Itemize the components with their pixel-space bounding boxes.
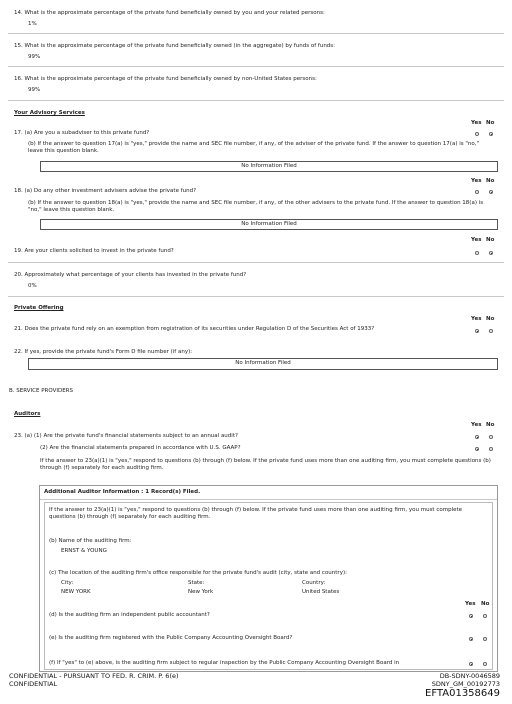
q17a-no-radio[interactable] bbox=[489, 132, 493, 136]
divider bbox=[8, 33, 504, 34]
no-label: No bbox=[486, 422, 495, 428]
no-label: No bbox=[486, 316, 495, 322]
q22-answer-box[interactable] bbox=[28, 358, 498, 370]
yes-label: Yes bbox=[471, 178, 482, 184]
yes-label: Yes bbox=[471, 237, 482, 243]
q17b-question: (b) If the answer to question 17(a) is "yes," provide the name and SEC file number, if any, of the adviser of the private fund. If the answer to question 17(a) is "no," leave this question blank. bbox=[28, 141, 480, 154]
divider bbox=[8, 262, 504, 263]
q18a-no-radio[interactable] bbox=[489, 190, 493, 194]
q23a2-yes-radio[interactable] bbox=[475, 447, 479, 451]
q20-question: 20. Approximately what percentage of your clients has invested in the private fund? bbox=[14, 272, 247, 278]
q14-question: 14. What is the approximate percentage of the private fund beneficially owned by you and your related persons: bbox=[14, 10, 325, 16]
advisory-services-heading: Your Advisory Services bbox=[14, 110, 85, 116]
auditor-f-yes-radio[interactable] bbox=[469, 662, 473, 666]
q21-yes-radio[interactable] bbox=[475, 329, 479, 333]
q21-question: 21. Does the private fund rely on an exemption from registration of its securities under Regulation D of the Securities Act of 1933? bbox=[14, 326, 375, 332]
q23a2-question: (2) Are the financial statements prepared in accordance with U.S. GAAP? bbox=[40, 445, 241, 451]
auditor-f-question: (f) If "yes" to (e) above, is the auditing firm subject to regular inspection by the Public Company Accounting Oversight Board in bbox=[49, 660, 400, 666]
auditor-d-no-radio[interactable] bbox=[483, 614, 487, 618]
q17a-yes-radio[interactable] bbox=[475, 132, 479, 136]
private-offering-heading: Private Offering bbox=[14, 305, 64, 311]
q19-no-radio[interactable] bbox=[489, 251, 493, 255]
q18a-question: 18. (a) Do any other investment advisers advise the private fund? bbox=[14, 188, 197, 194]
additional-auditor-panel bbox=[39, 485, 498, 672]
state-value: New York bbox=[188, 589, 214, 595]
q22-answer: No Information Filed bbox=[235, 360, 291, 366]
auditor-b-question: (b) Name of the auditing firm: bbox=[49, 538, 132, 544]
q18b-answer-box[interactable] bbox=[40, 219, 498, 230]
state-label: State: bbox=[188, 580, 205, 586]
q18b-answer: No Information Filed bbox=[241, 221, 297, 227]
q15-question: 15. What is the approximate percentage of the private fund beneficially owned (in the aggregate) by funds of funds: bbox=[14, 43, 336, 49]
q21-no-radio[interactable] bbox=[489, 329, 493, 333]
q16-question: 16. What is the approximate percentage of the private fund beneficially owned by non-United States persons: bbox=[14, 76, 317, 82]
section-b-heading: B. SERVICE PROVIDERS bbox=[9, 388, 73, 394]
city-label: City: bbox=[61, 580, 74, 586]
divider bbox=[8, 66, 504, 67]
divider bbox=[8, 296, 504, 297]
q14-answer: 1% bbox=[28, 21, 37, 27]
q17b-answer-box[interactable] bbox=[40, 161, 498, 172]
q19-question: 19. Are your clients solicited to invest in the private fund? bbox=[14, 248, 174, 254]
divider bbox=[40, 499, 497, 500]
q18b-question: (b) If the answer to question 18(a) is "yes," provide the name and SEC file number, if any, of the other advisers to the private fund. If the answer to question 18(a) is "no," leave this question blank. bbox=[28, 200, 484, 213]
q23a1-question: 23. (a) (1) Are the private fund's financial statements subject to an annual audit? bbox=[14, 433, 238, 439]
q18a-yes-radio[interactable] bbox=[475, 190, 479, 194]
auditor-name: ERNST & YOUNG bbox=[61, 548, 107, 554]
no-label: No bbox=[481, 601, 490, 607]
yes-label: Yes bbox=[471, 422, 482, 428]
city-value: NEW YORK bbox=[61, 589, 91, 595]
auditor-e-question: (e) Is the auditing firm registered with the Public Company Accounting Oversight Board? bbox=[49, 635, 293, 641]
yes-label: Yes bbox=[471, 120, 482, 126]
q22-question: 22. If yes, provide the private fund's Form D file number (if any): bbox=[14, 349, 193, 355]
country-label: Country: bbox=[302, 580, 326, 586]
q19-yes-radio[interactable] bbox=[475, 251, 479, 255]
q23a2-no-radio[interactable] bbox=[489, 447, 493, 451]
q23a1-no-radio[interactable] bbox=[489, 435, 493, 439]
bates-number-2: SDNY_GM_00192773 bbox=[431, 680, 500, 688]
bates-number-1: DB-SDNY-0046589 bbox=[439, 672, 500, 680]
auditors-heading: Auditors bbox=[14, 411, 41, 417]
no-label: No bbox=[486, 178, 495, 184]
yes-label: Yes bbox=[471, 316, 482, 322]
auditor-e-yes-radio[interactable] bbox=[469, 637, 473, 641]
auditor-d-yes-radio[interactable] bbox=[469, 614, 473, 618]
auditor-record bbox=[44, 502, 493, 670]
auditor-intro: If the answer to 23(a)(1) is "yes," respond to questions (b) through (f) below. If the private fund uses more than one auditing firm, you must complete questions (b) through (f) separately for each auditing firm. bbox=[49, 507, 463, 520]
auditor-e-no-radio[interactable] bbox=[483, 637, 487, 641]
confidential-line-1: CONFIDENTIAL - PURSUANT TO FED. R. CRIM. P. 6(e) bbox=[9, 672, 179, 680]
additional-auditor-title: Additional Auditor Information : 1 Record(s) Filed. bbox=[44, 489, 201, 495]
divider bbox=[8, 100, 504, 101]
confidential-line-2: CONFIDENTIAL bbox=[9, 680, 58, 688]
q17a-question: 17. (a) Are you a subadviser to this private fund? bbox=[14, 130, 150, 136]
no-label: No bbox=[486, 120, 495, 126]
q16-answer: 99% bbox=[28, 87, 41, 93]
q23a1-yes-radio[interactable] bbox=[475, 435, 479, 439]
auditor-c-question: (c) The location of the auditing firm's office responsible for the private fund's audit (city, state and country): bbox=[49, 570, 347, 576]
q17b-answer: No Information Filed bbox=[241, 163, 297, 169]
no-label: No bbox=[486, 237, 495, 243]
yes-label: Yes bbox=[465, 601, 476, 607]
q15-answer: 99% bbox=[28, 54, 41, 60]
q23-note: If the answer to 23(a)(1) is "yes," respond to questions (b) through (f) below. If the private fund uses more than one auditing firm, you must complete questions (b) through (f) separately for each auditing firm. bbox=[40, 458, 491, 471]
auditor-f-no-radio[interactable] bbox=[483, 662, 487, 666]
efta-number: EFTA01358649 bbox=[425, 688, 500, 699]
auditor-d-question: (d) Is the auditing firm an independent public accountant? bbox=[49, 612, 210, 618]
q20-answer: 0% bbox=[28, 283, 37, 289]
country-value: United States bbox=[302, 589, 340, 595]
